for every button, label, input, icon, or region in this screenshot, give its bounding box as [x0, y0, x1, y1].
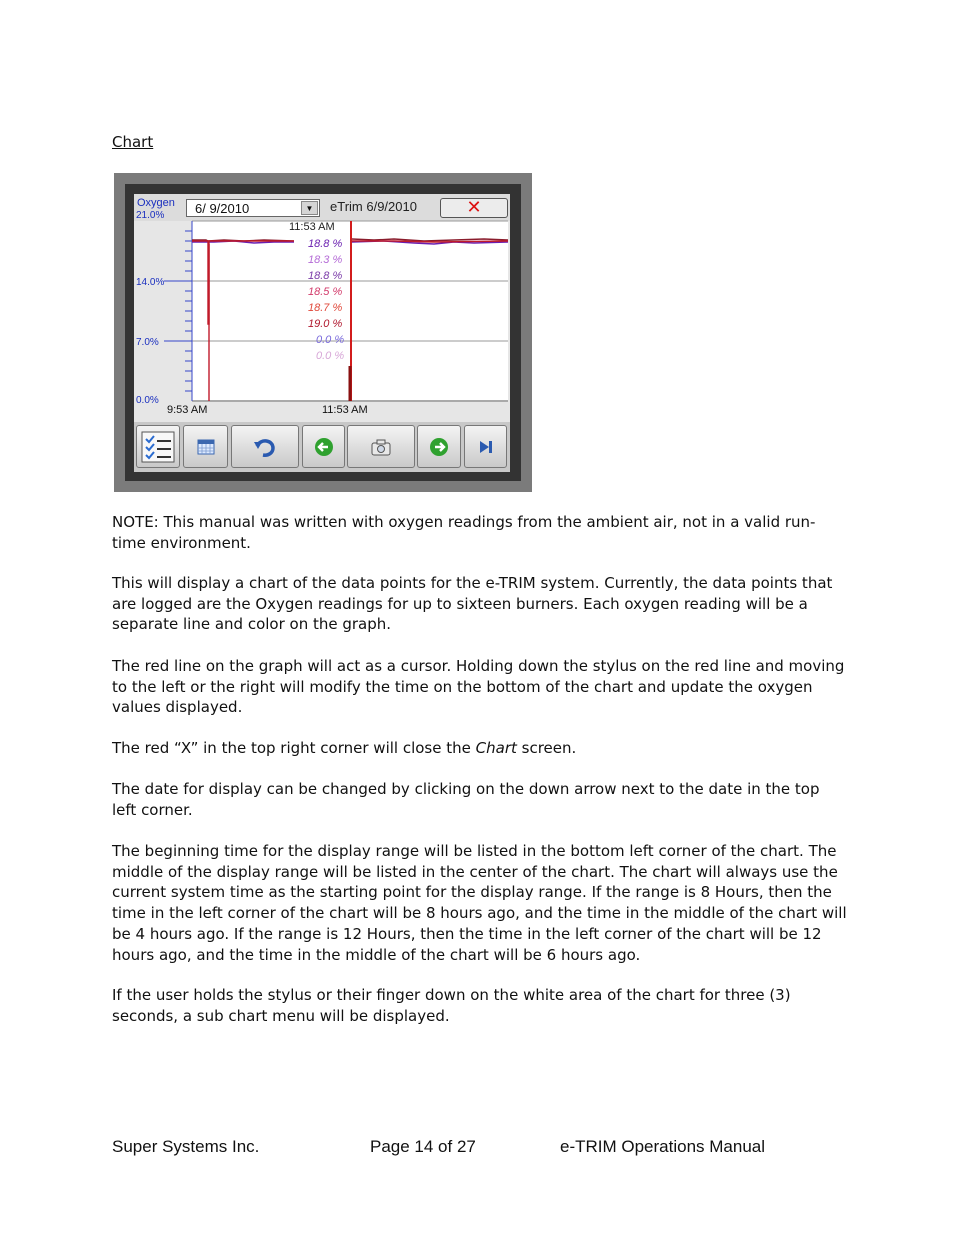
forward-button[interactable]: [417, 425, 461, 468]
y-tick-0: 0.0%: [136, 395, 159, 406]
undo-icon: [253, 436, 277, 458]
etrim-chart-screenshot: [114, 173, 532, 492]
x-mid-label: 11:53 AM: [322, 404, 368, 416]
paragraph-close: [112, 738, 847, 759]
y-tick-7: 7.0%: [136, 337, 159, 348]
chevron-down-icon[interactable]: ▼: [301, 201, 318, 215]
paragraph-chart-intro: This will display a chart of the data points for the e-TRIM system. Currently, the data points that are logged are the Oxygen readings for up to sixteen burners. Each oxygen reading will be a separate line and color on the graph.: [112, 574, 833, 634]
reading-4: 18.5 %: [308, 286, 343, 298]
footer-company: Super Systems Inc.: [112, 1137, 260, 1156]
y-tick-14: 14.0%: [136, 277, 165, 288]
chart-screen-name: Chart: [475, 739, 517, 757]
device-title: eTrim 6/9/2010: [330, 199, 417, 214]
close-text-before: The red “X” in the top right corner will close the: [112, 739, 476, 757]
y-axis-minor-ticks: [164, 231, 192, 391]
reading-3: 18.8 %: [308, 270, 343, 282]
note-label: NOTE:: [112, 513, 159, 531]
reading-1: 18.8 %: [308, 238, 343, 250]
paragraph-date: The date for display can be changed by clicking on the down arrow next to the date in the top left corner.: [112, 780, 820, 819]
footer-manual-title: e-TRIM Operations Manual: [560, 1137, 766, 1156]
cursor-time: 11:53 AM: [289, 221, 335, 233]
reading-5: 18.7 %: [308, 302, 343, 314]
reading-6: 19.0 %: [308, 318, 343, 330]
back-button[interactable]: [302, 425, 345, 468]
paragraph-display-range: The beginning time for the display range will be listed in the bottom left corner of the chart. The middle of the display range will be listed in the center of the chart. The chart will always use the current system time as the starting point for the display range. If the range is 8 Hours, then the time in the left corner of the chart will be 8 hours ago, and the time in the middle of the chart will be 4 hours ago. If the range is 12 Hours, then the time in the left corner of the chart will be 12 hours ago, and the time in the middle of the chart will be 6 hours ago.: [112, 842, 847, 964]
paragraph-cursor: The red line on the graph will act as a cursor. Holding down the stylus on the red line and moving to the left or the right will modify the time on the bottom of the chart and update the oxygen values displayed.: [112, 657, 845, 717]
date-value: 6/ 9/2010: [195, 201, 250, 216]
snapshot-button[interactable]: [347, 425, 415, 468]
skip-end-icon: [478, 439, 494, 455]
footer-page-number: Page 14 of 27: [370, 1137, 476, 1156]
reading-8: 0.0 %: [316, 350, 345, 362]
calendar-icon: [197, 439, 215, 455]
reading-2: 18.3 %: [308, 254, 343, 266]
skip-end-button[interactable]: [464, 425, 507, 468]
chart-toolbar: [134, 422, 510, 472]
close-text-after: screen.: [516, 739, 577, 757]
device-screen: [134, 194, 510, 472]
y-tick-21: 21.0%: [136, 210, 165, 221]
checklist-button[interactable]: [136, 425, 180, 468]
back-arrow-icon: [314, 437, 334, 457]
section-title: Chart: [112, 133, 154, 151]
undo-button[interactable]: [231, 425, 299, 468]
note-text: This manual was written with oxygen readings from the ambient air, not in a valid run-time environment.: [112, 513, 816, 552]
reading-7: 0.0 %: [316, 334, 345, 346]
y-axis-label: Oxygen: [137, 197, 175, 209]
calendar-button[interactable]: [183, 425, 228, 468]
checklist-icon: [141, 431, 175, 463]
close-icon: ✕: [466, 197, 482, 218]
camera-icon: [370, 437, 392, 457]
paragraph-sub-menu: If the user holds the stylus or their finger down on the white area of the chart for three (3) seconds, a sub chart menu will be displayed.: [112, 986, 791, 1025]
x-start-label: 9:53 AM: [167, 404, 208, 416]
note-paragraph: [112, 512, 847, 553]
oxygen-chart[interactable]: [134, 194, 510, 422]
forward-arrow-icon: [429, 437, 449, 457]
